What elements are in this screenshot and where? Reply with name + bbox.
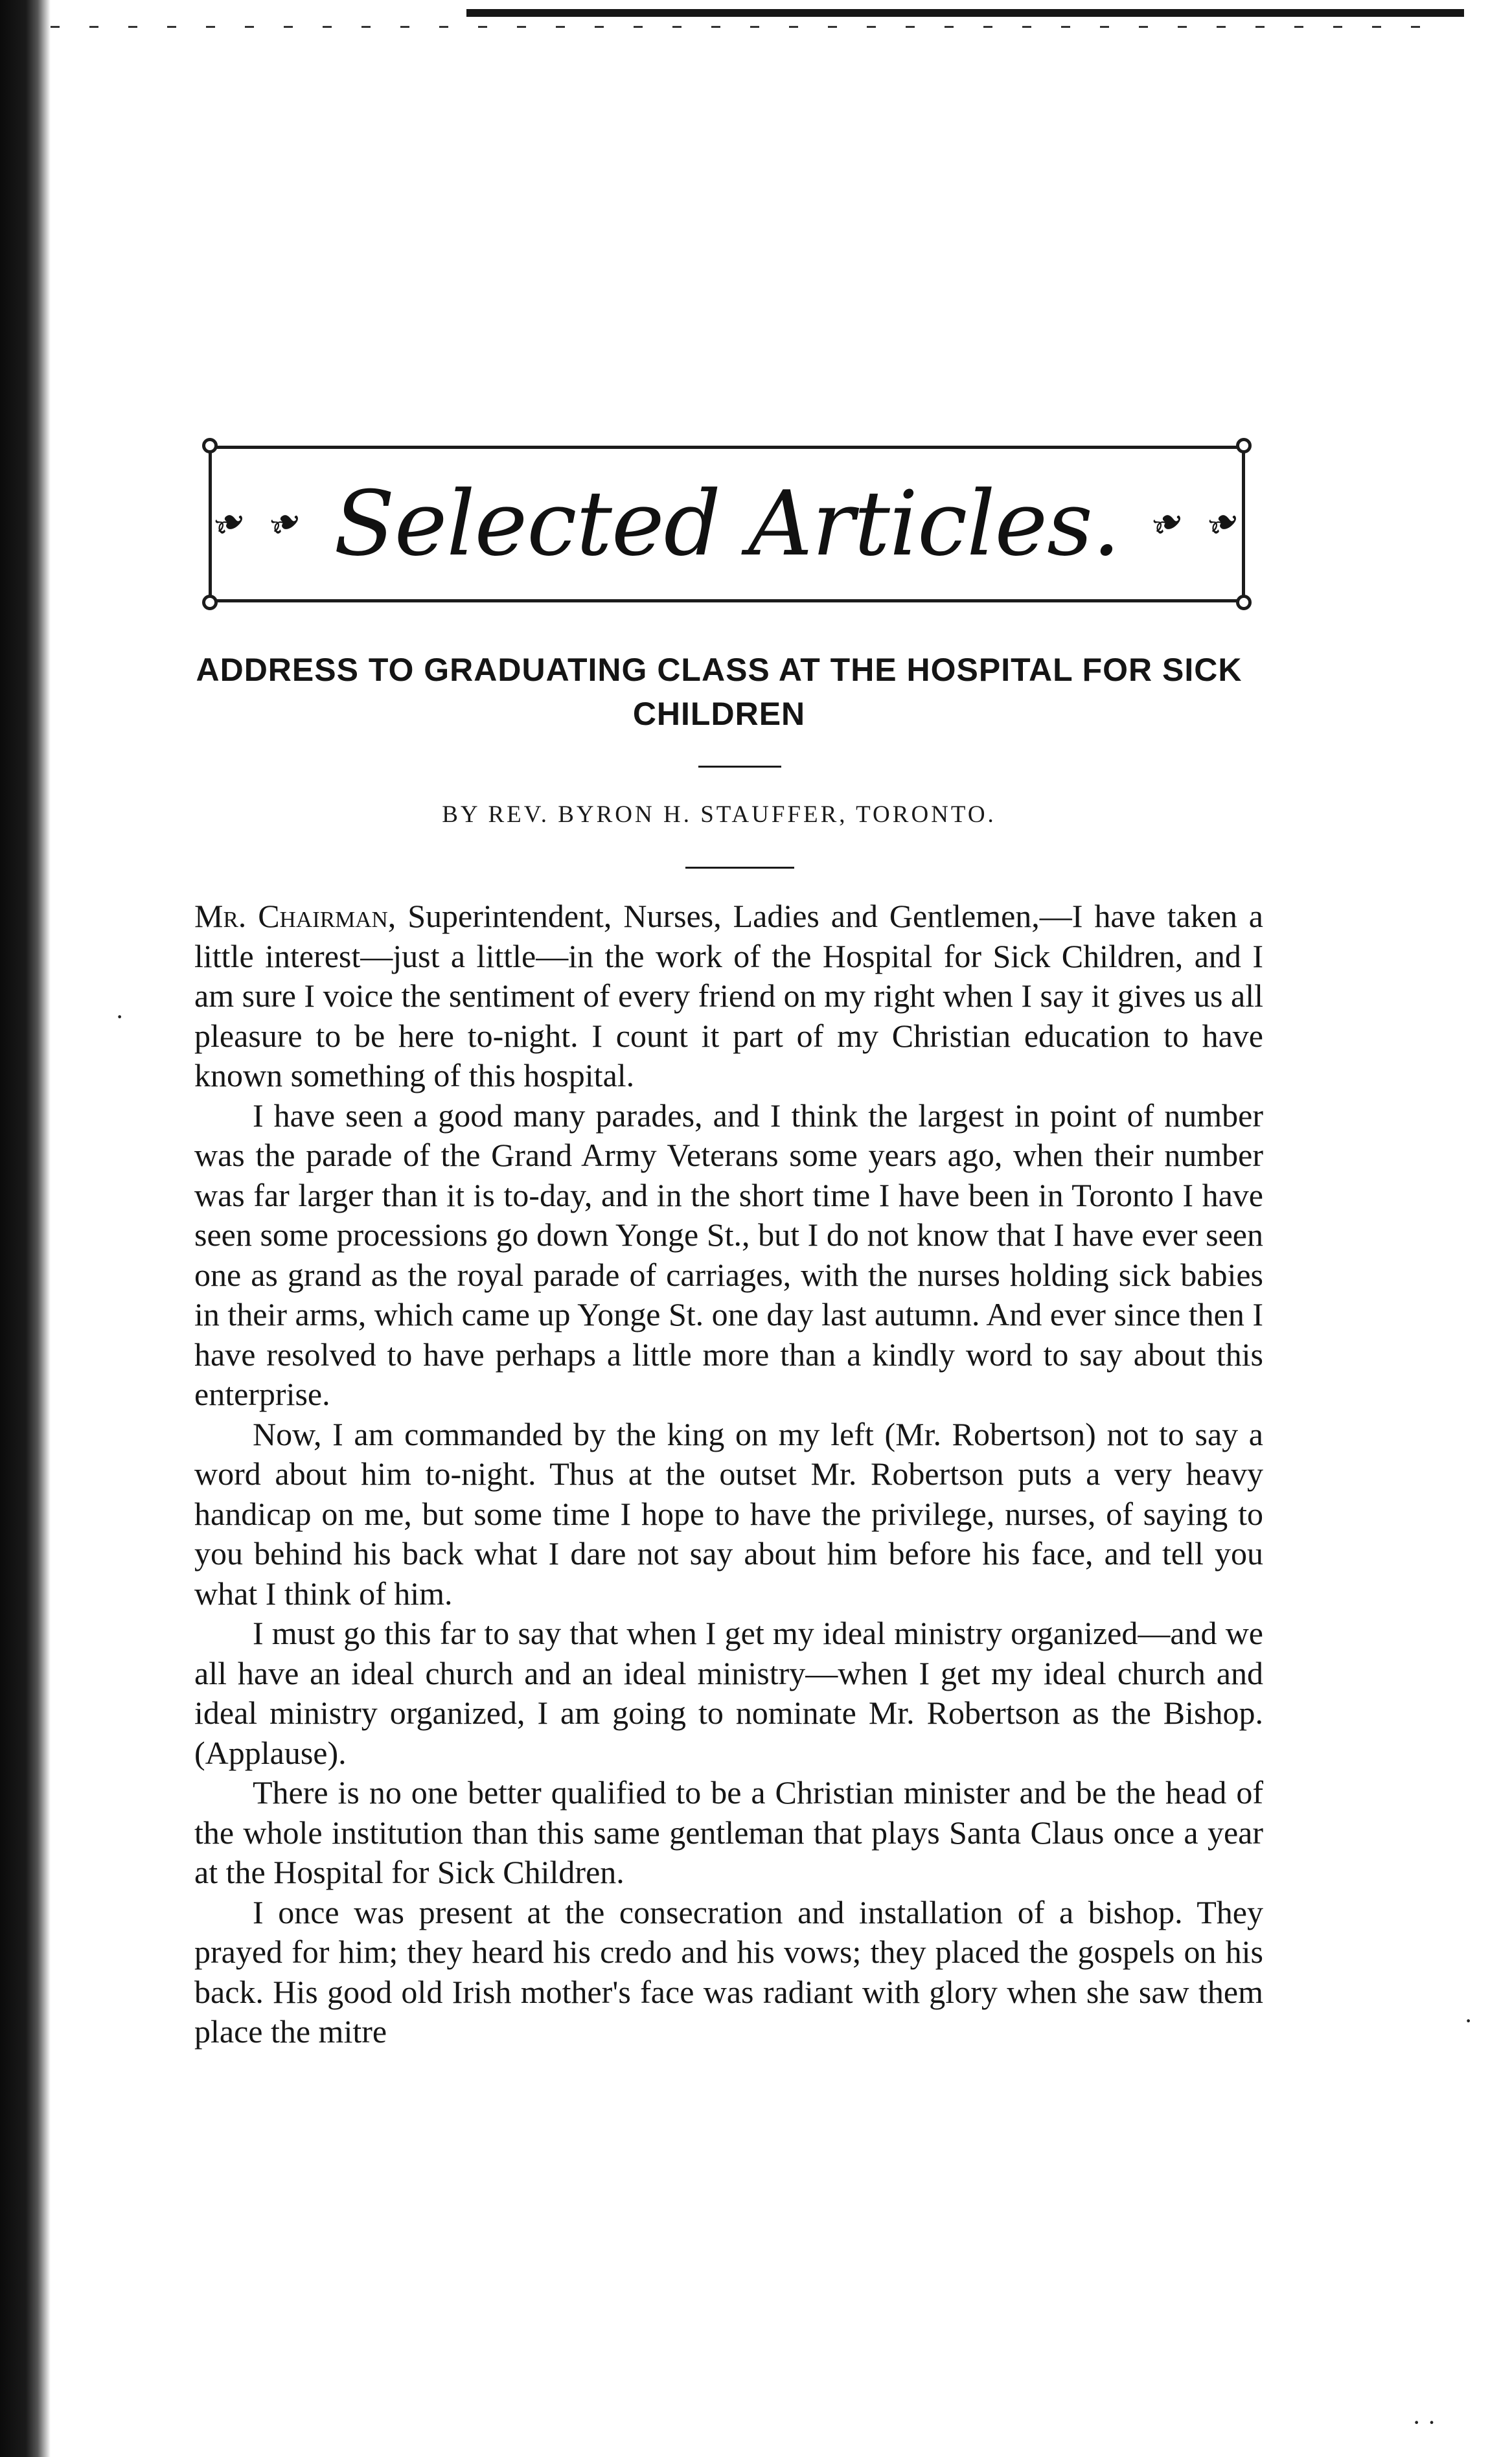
fleuron-left-icon: ❧ ❧ (205, 496, 312, 551)
byline-divider (685, 867, 794, 869)
article-title: ADDRESS TO GRADUATING CLASS AT THE HOSPITAL FOR SICK CHILDREN (196, 652, 1243, 732)
scan-top-rule (466, 9, 1464, 17)
paragraph: There is no one better qualified to be a Christian minister and be the head of the whole institution than this same gentleman that plays Santa Claus once a year at the Hospital for Sick Children. (194, 1774, 1263, 1890)
banner-bottom-rule (214, 599, 1240, 602)
scan-binding-edge (0, 0, 51, 2457)
paragraph: I have seen a good many parades, and I think the largest in point of number was the parade of the Grand Army Veterans some years ago, when their number was far larger than it is to-day, and in the short time I have been in Toronto I have seen some processions go down Yonge St., but I do not know that I have ever seen one as grand as the royal parade of carriages, with the nurses holding sick babies in their arms, which came up Yonge St. one day last autumn. And ever since then I have resolved to have perhaps a little more than a kindly word to say about this enterprise. (194, 1097, 1263, 1412)
paragraph: I must go this far to say that when I get my ideal ministry organized—and we all have an ideal church and an ideal ministry—when I get my ideal church and ideal ministry organized, I am going to nominate Mr. Robertson as the Bishop. (Applause). (194, 1615, 1263, 1771)
scan-speck: · · (1412, 2408, 1436, 2437)
article-body (194, 897, 1263, 2052)
scan-speck: · (1464, 2006, 1473, 2035)
paragraph (194, 897, 1263, 1096)
banner-corner-ornament (202, 438, 218, 453)
fleuron-right-icon: ❧ ❧ (1142, 496, 1249, 551)
scan-top-dashes (51, 26, 1443, 28)
banner-corner-ornament (1236, 438, 1252, 453)
paragraph: Now, I am commanded by the king on my left (Mr. Robertson) not to say a word about him to-night. Thus at the outset Mr. Robertson puts a very heavy handicap on me, but some time I hope to have the privilege, nurses, of saying to you behind his back what I dare not say about him before his face, and tell you what I think of him. (194, 1415, 1263, 1612)
title-divider (698, 766, 781, 768)
banner-top-rule (214, 446, 1240, 449)
banner-corner-ornament (1236, 595, 1252, 610)
paragraph-text: Superintendent, Nurses, Ladies and Gentlemen,—I have taken a little interest—just a little—in the work of the Hospital for Sick Children, and I am sure I voice the sentiment of every friend on my right when I say it gives us all pleasure to be here to-night. I count it part of my Christian education to have known something of this hospital. (194, 898, 1263, 1093)
paragraph: I once was present at the consecration and installation of a bishop. They prayed for him; they heard his credo and his vows; they placed the gospels on his back. His good old Irish mother's face was radiant with glory when she saw them place the mitre (194, 1893, 1263, 2050)
article-byline: BY REV. BYRON H. STAUFFER, TORONTO. (442, 801, 996, 828)
salutation: Mr. Chairman, (194, 898, 396, 934)
scan-speck: · (115, 1002, 124, 1031)
section-title: Selected Articles. (334, 471, 1120, 576)
banner-corner-ornament (202, 595, 218, 610)
section-banner (205, 446, 1249, 602)
